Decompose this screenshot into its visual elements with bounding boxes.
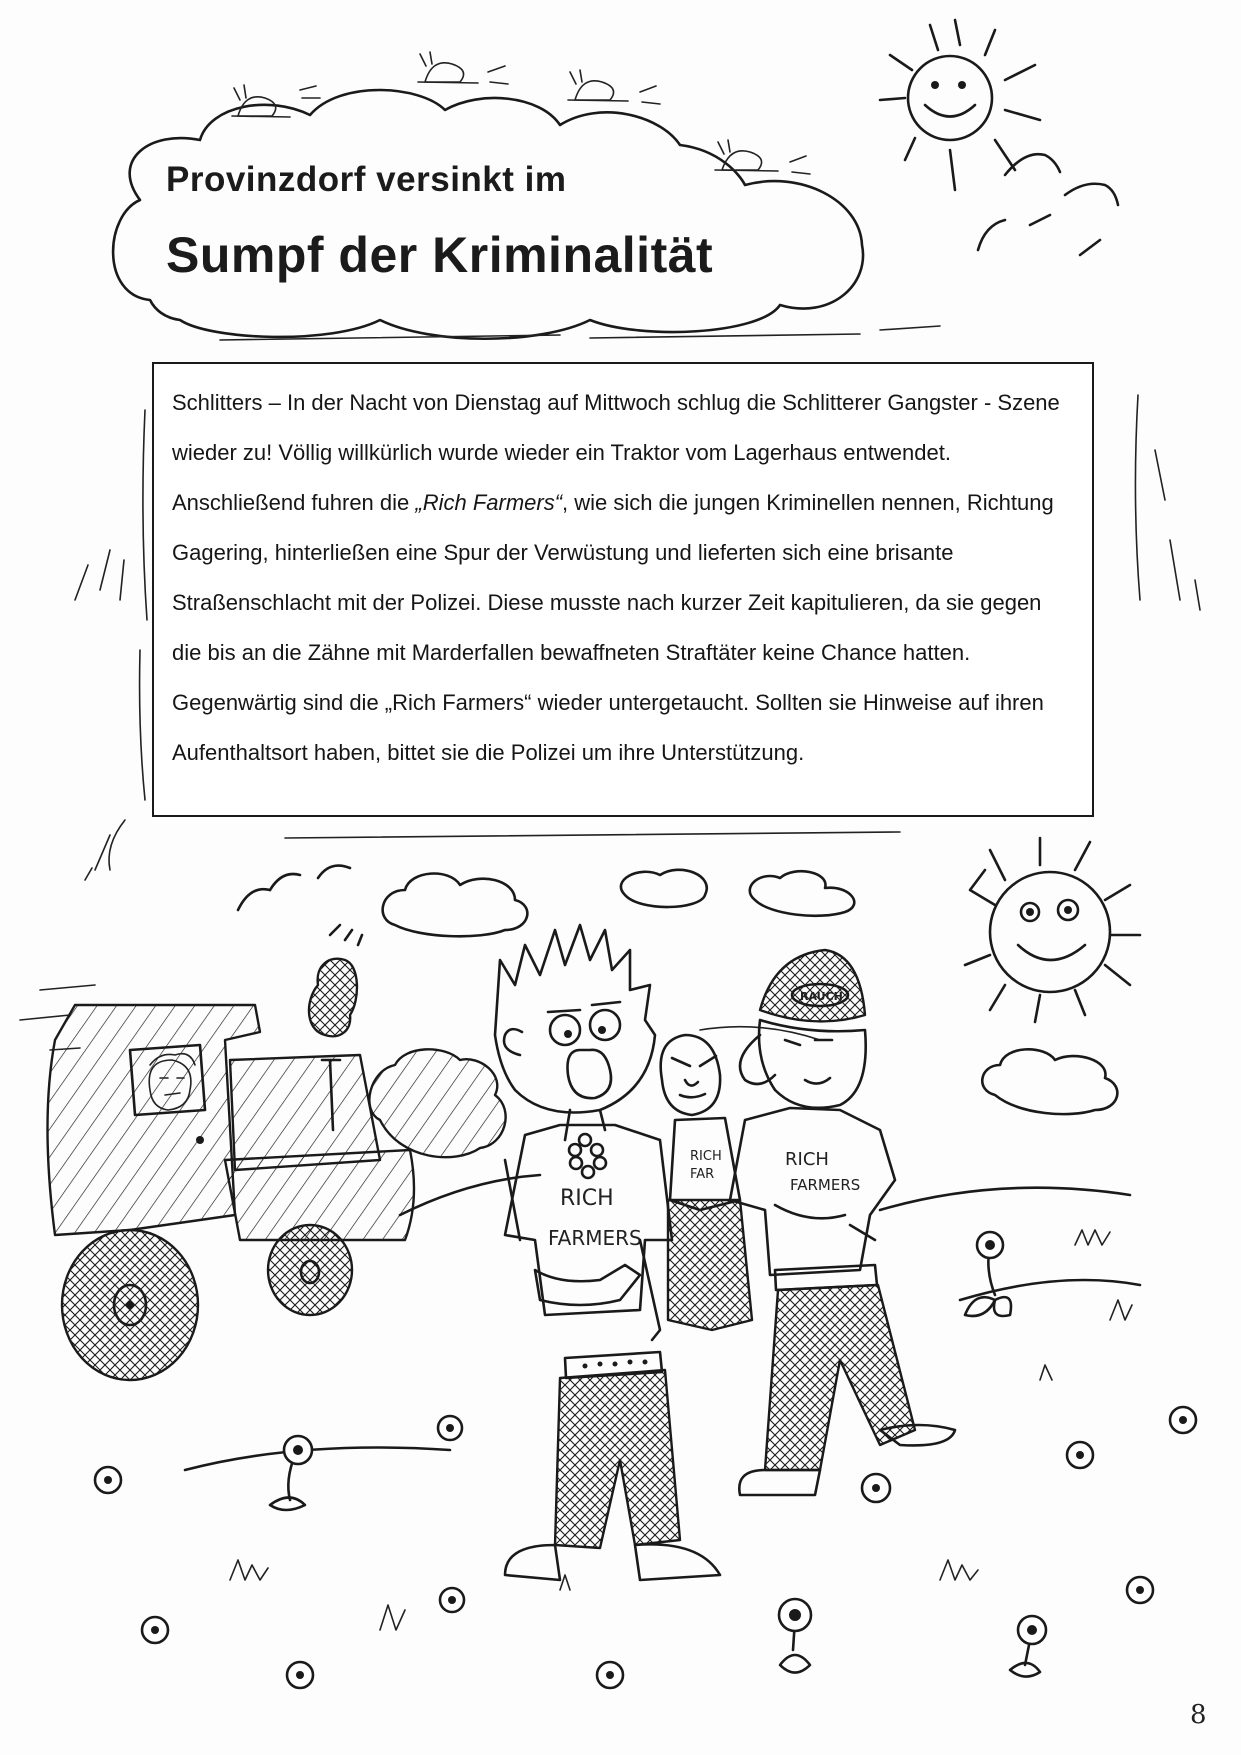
page-number: 8 <box>1190 1700 1207 1730</box>
scribble-left <box>140 410 147 800</box>
hill-line <box>400 1175 540 1215</box>
tractor-illustration <box>20 959 506 1380</box>
headline-line-2: Sumpf der Kriminalität <box>166 227 714 283</box>
title-cloud <box>113 90 863 339</box>
beanie-label: RAUCH <box>800 990 843 1003</box>
shirt-text-left-2: FARMERS <box>548 1226 642 1250</box>
scribble-right <box>1135 395 1140 600</box>
gangster-back <box>661 1035 752 1330</box>
birds-icon <box>238 866 362 945</box>
article-box <box>152 362 1094 817</box>
wheel-icon <box>268 1225 352 1315</box>
flower-icon <box>270 1436 312 1510</box>
snail-icon <box>715 140 810 174</box>
headline-line-1: Provinzdorf versinkt im <box>166 160 567 199</box>
article-separator: – <box>262 390 287 415</box>
shirt-text-right-2: FARMERS <box>790 1176 861 1194</box>
shirt-text-middle-1: RICH <box>690 1149 722 1164</box>
gangster-right <box>730 950 955 1495</box>
wheel-icon <box>62 1230 198 1380</box>
flower-icon <box>779 1599 811 1673</box>
shirt-text-middle-2: FAR <box>690 1167 715 1182</box>
shirt-text-right-1: RICH <box>785 1149 829 1170</box>
article-text-part1: In der Nacht von Dienstag auf Mittwoch schlug die Schlitterer Gangster - Szene wieder zu! Völlig willkürlich wurde wieder ein Traktor vom Lagerhaus entwendet. Anschließend fuhren die <box>172 390 1060 515</box>
article-dateline: Schlitters <box>172 390 263 415</box>
hill-line <box>185 1448 450 1471</box>
hill-line <box>880 1188 1130 1210</box>
flower-icon <box>965 1232 1011 1316</box>
snail-icon <box>418 52 508 84</box>
shirt-text-left-1: RICH <box>560 1186 614 1211</box>
birds-icon <box>978 154 1118 255</box>
article-text-part2: , wie sich die jungen Kriminellen nennen, Richtung Gagering, hinterließen eine Spur der Verwüstung und lieferten sich eine brisante Straßenschlacht mit der Polizei. Diese musste nach kurzer Zeit kapitulieren, da sie gegen die bis an die Zähne mit Marderfallen bewaffneten Straftäter keine Chance hatten. Gegenwärtig sind die „Rich Farmers“ wieder untergetaucht. Sollten sie Hinweise auf ihren Aufenthaltsort haben, bittet sie die Polizei um ihre Unterstützung. <box>172 490 1054 765</box>
sun-icon <box>965 838 1140 1022</box>
snail-icon <box>568 70 660 104</box>
article-gang-name: „Rich Farmers“ <box>415 490 563 515</box>
flower-icon <box>1010 1616 1046 1677</box>
